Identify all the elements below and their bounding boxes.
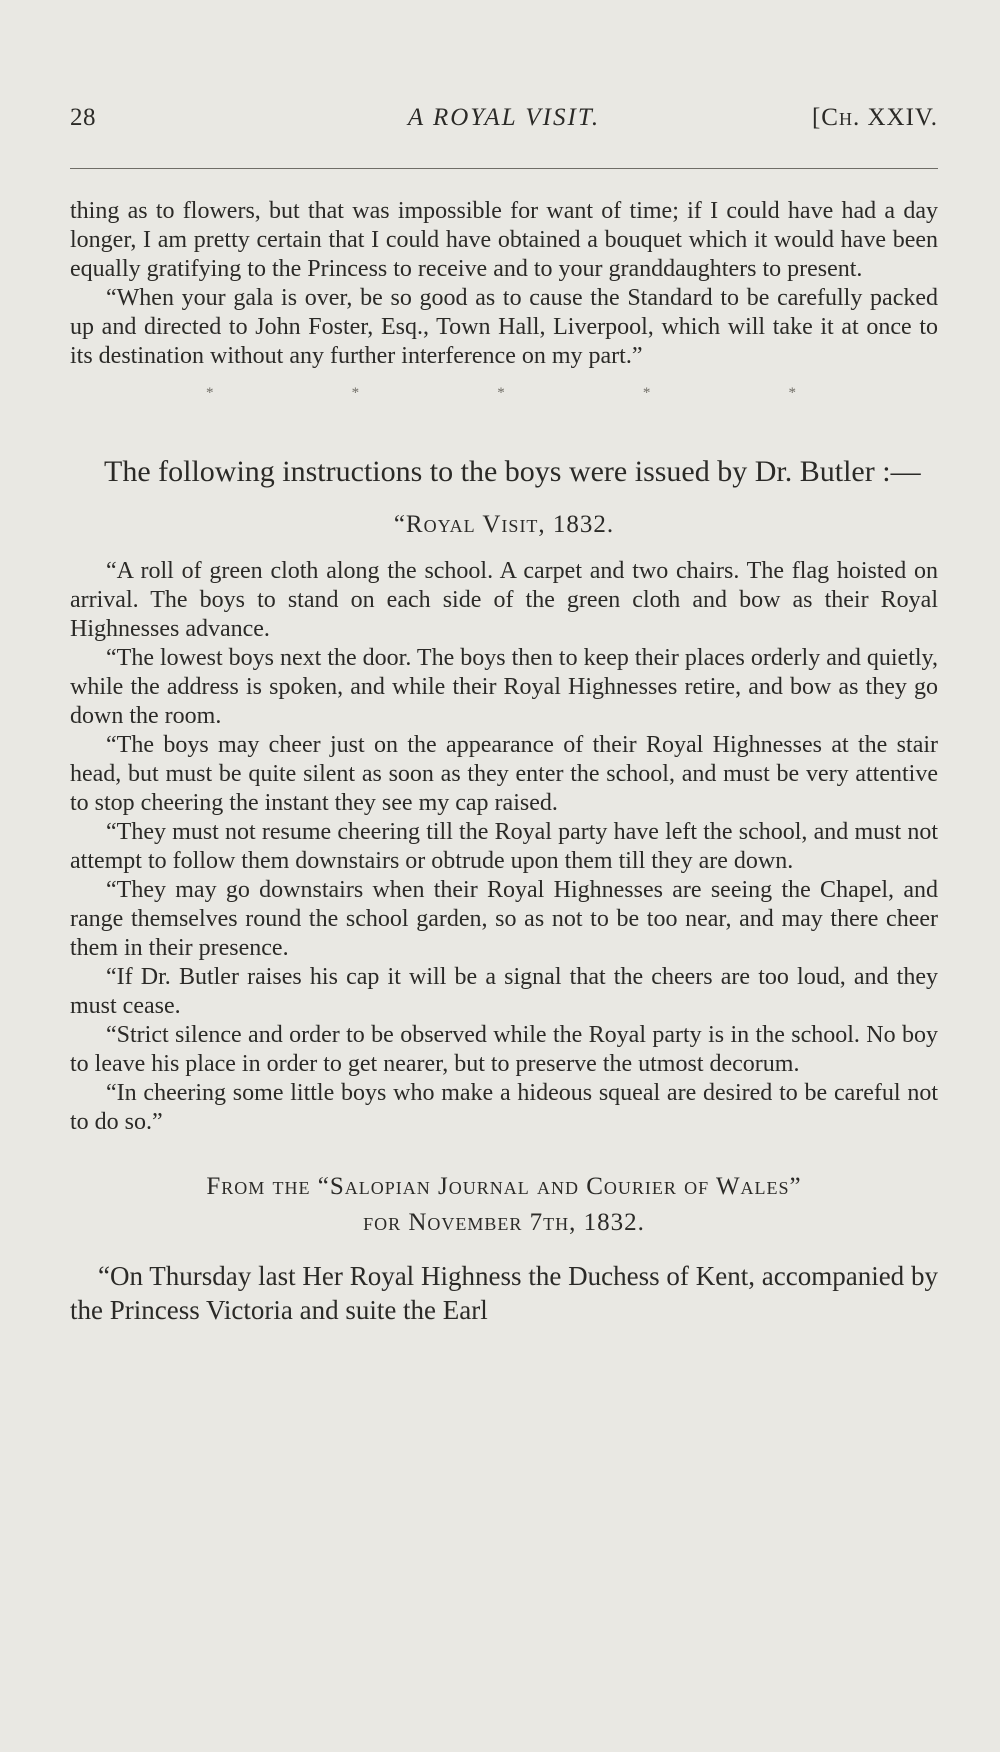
introduction-text: The following instructions to the boys were issued by Dr. Butler :—: [104, 455, 921, 488]
journal-excerpt: [70, 1259, 938, 1327]
journal-heading-line-1: From the “Salopian Journal and Courier of Wales”: [206, 1173, 802, 1200]
journal-heading: [70, 1169, 938, 1241]
instruction-paragraph: “A roll of green cloth along the school. A carpet and two chairs. The flag hoisted on arrival. The boys to stand on each side of the green cloth and bow as their Royal Highnesses advance.: [70, 558, 938, 642]
page-body: [70, 197, 938, 405]
instruction-paragraph: “If Dr. Butler raises his cap it will be a signal that the cheers are too loud, and they must cease.: [70, 964, 938, 1019]
instruction-paragraph: “The boys may cheer just on the appearance of their Royal Highnesses at the stair head, but must be quite silent as soon as they enter the school, and must be very attentive to stop cheering the instant they see my cap raised.: [70, 732, 938, 816]
journal-heading-line-2: for November 7th, 1832.: [363, 1209, 645, 1236]
asterisk-4: *: [642, 385, 651, 401]
continued-paragraph: thing as to flowers, but that was impossible for want of time; if I could have had a day longer, I am pretty certain that I could have obtained a bouquet which it would have been equally gratifying to the Princess to receive and to your granddaughters to present.: [70, 198, 938, 282]
asterisk-1: *: [206, 385, 214, 401]
asterisk-5: *: [788, 385, 796, 401]
asterisk-3: *: [497, 385, 505, 401]
journal-paragraph: “On Thursday last Her Royal Highness the Duchess of Kent, accompanied by the Princess Victoria and suite the Earl: [70, 1261, 938, 1325]
instruction-list: [70, 557, 938, 1137]
instruction-paragraph: “Strict silence and order to be observed while the Royal party is in the school. No boy to leave his place in order to get nearer, but to preserve the utmost decorum.: [70, 1022, 938, 1077]
running-title: A ROYAL VISIT.: [407, 104, 601, 131]
running-head: [70, 104, 938, 144]
instructions-introduction: [70, 453, 938, 491]
chapter-reference: [Ch. XXIV.: [811, 104, 938, 131]
section-break: [70, 381, 938, 405]
instruction-paragraph: “They must not resume cheering till the Royal party have left the school, and must not attempt to follow them downstairs or obtrude upon them till they are down.: [70, 819, 938, 874]
royal-visit-heading: “Royal Visit, 1832.: [393, 511, 615, 538]
asterisk-2: *: [351, 385, 360, 401]
header-rule: [70, 168, 938, 169]
instruction-paragraph: “The lowest boys next the door. The boys then to keep their places orderly and quietly, while the address is spoken, and while their Royal Highnesses retire, and bow as they go down the room.: [70, 645, 938, 729]
instruction-paragraph: “In cheering some little boys who make a hideous squeal are desired to be careful not to do so.”: [70, 1080, 938, 1135]
letter-paragraph: “When your gala is over, be so good as to cause the Standard to be carefully packed up and directed to John Foster, Esq., Town Hall, Liverpool, which will take it at once to its destination without any further interference on my part.”: [70, 285, 938, 369]
instruction-paragraph: “They may go downstairs when their Royal Highnesses are seeing the Chapel, and range themselves round the school garden, so as not to be too near, and may there cheer them in their presence.: [70, 877, 938, 961]
page-number: 28: [70, 104, 96, 131]
